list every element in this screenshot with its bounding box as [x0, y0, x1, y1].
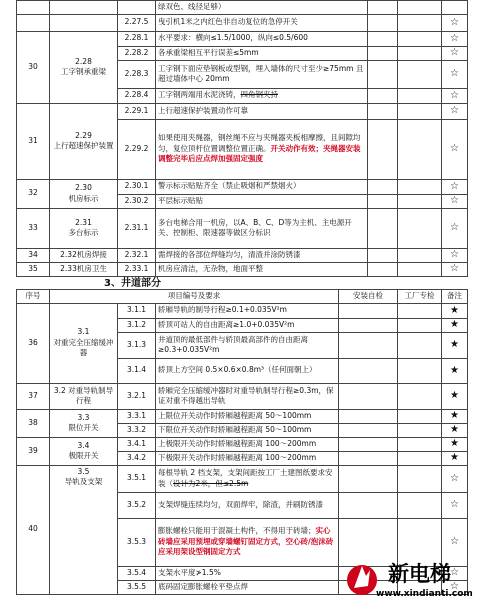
remark-star: ☆: [442, 14, 468, 31]
item-description: 井道顶的最低部件与轿顶最高部件的自由距离≥0.3+0.035V²m: [156, 332, 339, 358]
item-description: 绿双色、线径足够）: [156, 1, 368, 15]
remark-star: ★: [442, 451, 468, 465]
sub-item-number: 3.5.3: [118, 518, 156, 566]
item-description: 轿顶上方空间 0.5×0.6×0.8m³（任何面朝上）: [156, 358, 339, 383]
column-header-self-check: 安装自检: [339, 290, 398, 304]
item-name: 3.3 限位开关: [50, 409, 118, 437]
item-description: 上极限开关动作时轿厢越程距离 100～200mm: [156, 437, 339, 451]
remark-star: ☆: [442, 103, 468, 119]
remark-star: ☆: [442, 262, 468, 276]
sub-item-number: 2.29.1: [118, 103, 156, 119]
table-row: [17, 248, 468, 262]
sub-item-number: 3.2.1: [118, 383, 156, 409]
table-row: [17, 262, 468, 276]
item-name: 3.5 导轨及支架: [50, 465, 118, 594]
row-number: 34: [17, 248, 50, 262]
item-description: 多台电梯合用一机房，以A、B、C、D等为主机、主电源开关、控制柜、限速器等做区分标识: [156, 208, 368, 248]
remark-star: ☆: [442, 248, 468, 262]
remark-star: ☆: [442, 46, 468, 60]
item-description: 机房应清洁，无杂物，地面平整: [156, 262, 368, 276]
description-text: 如果使用夹绳器，钢丝绳不应与夹绳器夹板相摩擦，且间隙均匀，复位顶杆位置调整位置正确。: [158, 133, 361, 153]
sub-item-number: 3.3.2: [118, 423, 156, 437]
sub-item-number: 2.28.2: [118, 46, 156, 60]
remark-star: ☆: [442, 60, 468, 88]
item-description: [156, 119, 368, 179]
item-description: 曳引机1米之内红色非自动复位的急停开关: [156, 14, 368, 31]
sub-item-number: 3.5.2: [118, 492, 156, 518]
row-number: 38: [17, 409, 50, 437]
sub-item-number: 2.29.2: [118, 119, 156, 179]
sub-item-number: 3.4.1: [118, 437, 156, 451]
remark-star: ☆: [442, 518, 468, 566]
item-description: 轿顶可站人的自由距离≥1.0+0.035V²m: [156, 318, 339, 332]
sub-item-number: 3.3.1: [118, 409, 156, 423]
sub-item-number: 3.1.1: [118, 303, 156, 318]
table-row: [17, 179, 468, 194]
remark-star: ☆: [442, 465, 468, 492]
item-description: [156, 88, 368, 103]
remark-star: ★: [442, 423, 468, 437]
row-number: 37: [17, 383, 50, 409]
table-row: [17, 14, 468, 31]
sub-item-number: 2.28.4: [118, 88, 156, 103]
table-row: [17, 303, 468, 318]
column-header-remark: 备注: [442, 290, 468, 304]
remark-star: ☆: [442, 566, 468, 580]
sub-item-number: 3.1.3: [118, 332, 156, 358]
item-description: 轿厢完全压缩缓冲器时对重导轨制导行程≥0.3m，保证对重不得越出导轨: [156, 383, 339, 409]
struck-text: 四角钢夹持: [240, 90, 278, 100]
row-number: 35: [17, 262, 50, 276]
sub-item-number: 2.27.5: [118, 14, 156, 31]
item-description: 各承重梁相互平行误差≤5mm: [156, 46, 368, 60]
logo-name: 新电梯: [388, 562, 451, 586]
description-text: 膨胀螺栓只能用于混凝土构件，不得用于砖墙；: [158, 526, 316, 536]
sub-item-number: 3.5.4: [118, 566, 156, 580]
row-number: 30: [17, 31, 50, 103]
sub-item-number: 2.28.3: [118, 60, 156, 88]
struck-text: 设计为2米，但≤2.5m: [173, 478, 249, 488]
item-description: 工字钢下面应垫钢板或型钢，埋入墙体的尺寸至少≥75mm 且超过墙体中心 20mm: [156, 60, 368, 88]
sub-item-number: 3.1.2: [118, 318, 156, 332]
remark-star: ☆: [442, 179, 468, 194]
sub-item-number: 3.1.4: [118, 358, 156, 383]
description-text: 工字钢两端用水泥浇铸，: [158, 90, 241, 100]
item-description: [156, 465, 339, 492]
remark-star: ☆: [442, 88, 468, 103]
sub-item-number: 3.5.5: [118, 580, 156, 594]
table-row: [17, 465, 468, 492]
item-name: 2.33机房卫生: [50, 262, 118, 276]
remark-star: ☆: [442, 31, 468, 46]
item-name: 2.31 多台标示: [50, 208, 118, 248]
remark-star: ☆: [442, 194, 468, 208]
row-number: 32: [17, 179, 50, 208]
sub-item-number: 2.30.1: [118, 179, 156, 194]
item-description: 水平要求：横向≤1.5/1000，纵向≤0.5/600: [156, 31, 368, 46]
row-number: 33: [17, 208, 50, 248]
table-row: [17, 1, 468, 15]
row-number: 39: [17, 437, 50, 465]
item-description: 下限位开关动作时轿厢越程距离 50～100mm: [156, 423, 339, 437]
remark-star: ☆: [442, 492, 468, 518]
shaft-inspection-table: [16, 289, 468, 595]
description-text: 每根导轨 2 档支架，支架间距按工厂土建图纸要求安装（: [158, 468, 333, 488]
sub-item-number: 2.32.1: [118, 248, 156, 262]
sub-item-number: 2.30.2: [118, 194, 156, 208]
remark-star: ★: [442, 437, 468, 451]
remark-star: ★: [442, 358, 468, 383]
remark-star: ☆: [442, 208, 468, 248]
item-description: 上行超速保护装置动作可靠: [156, 103, 368, 119]
item-description: 警示标示贴贴齐全（禁止吸烟和严禁烟火）: [156, 179, 368, 194]
highlighted-text: 实心砖墙应采用预埋或穿墙螺钉固定方式，空心砖/泡沫砖应采用架设型钢固定方式: [158, 526, 334, 557]
sub-item-number: 2.33.1: [118, 262, 156, 276]
table-row: [17, 409, 468, 423]
remark-star: ★: [442, 409, 468, 423]
sub-item-number: 3.5.1: [118, 465, 156, 492]
row-number: 31: [17, 103, 50, 179]
column-header-no: 序号: [17, 290, 50, 304]
item-description: 上限位开关动作时轿厢越程距离 50～100mm: [156, 409, 339, 423]
item-name: 2.32机房焊接: [50, 248, 118, 262]
item-name: 2.30 机房标示: [50, 179, 118, 208]
column-header-factory-check: 工厂专检: [398, 290, 442, 304]
item-description: 平层标示贴贴: [156, 194, 368, 208]
item-description: 需焊接的各部位焊缝均匀，清渣并涂防锈漆: [156, 248, 368, 262]
table-row: [17, 103, 468, 119]
remark-star: ☆: [442, 119, 468, 179]
remark-star: ★: [442, 332, 468, 358]
highlighted-text: 开关动作有效；夹绳器安装调整完毕后应点焊加强固定强度: [158, 143, 361, 164]
item-name: 3.1 对重完全压缩缓冲器: [50, 303, 118, 383]
table-row: [17, 31, 468, 46]
item-description: 底码固定膨胀螺栓平垫点焊: [156, 580, 339, 594]
remark-star: ★: [442, 303, 468, 318]
table-row: [17, 437, 468, 451]
item-name: 3.4 极限开关: [50, 437, 118, 465]
section-title: 3、井道部分: [104, 278, 161, 289]
column-header-item: 项目编号及要求: [50, 290, 339, 304]
remark-star: ☆: [442, 580, 468, 594]
item-description: [156, 518, 339, 566]
item-description: 轿厢导轨的制导行程≥0.1+0.035V²m: [156, 303, 339, 318]
item-description: 支架水平度≯1.5%: [156, 566, 339, 580]
sub-item-number: 2.28.1: [118, 31, 156, 46]
remark-star: ★: [442, 383, 468, 409]
logo-url: www.xindianti.com: [376, 589, 473, 599]
machine-room-inspection-table: [16, 0, 468, 277]
sub-item-number: 3.4.2: [118, 451, 156, 465]
row-number: 36: [17, 303, 50, 383]
table-header-row: [17, 290, 468, 304]
item-name: 3.2 对重导轨制导行程: [50, 383, 118, 409]
sub-item-number: 2.31.1: [118, 208, 156, 248]
item-description: 下极限开关动作时轿厢越程距离 100～200mm: [156, 451, 339, 465]
remark-star: ★: [442, 318, 468, 332]
table-row: [17, 383, 468, 409]
table-row: [17, 208, 468, 248]
item-name: 2.28 工字钢承重梁: [50, 31, 118, 103]
row-number: 40: [17, 465, 50, 594]
item-name: 2.29 上行超速保护装置: [50, 103, 118, 179]
item-description: 支架焊缝连续均匀，双面焊牢，除渣，并刷防锈漆: [156, 492, 339, 518]
